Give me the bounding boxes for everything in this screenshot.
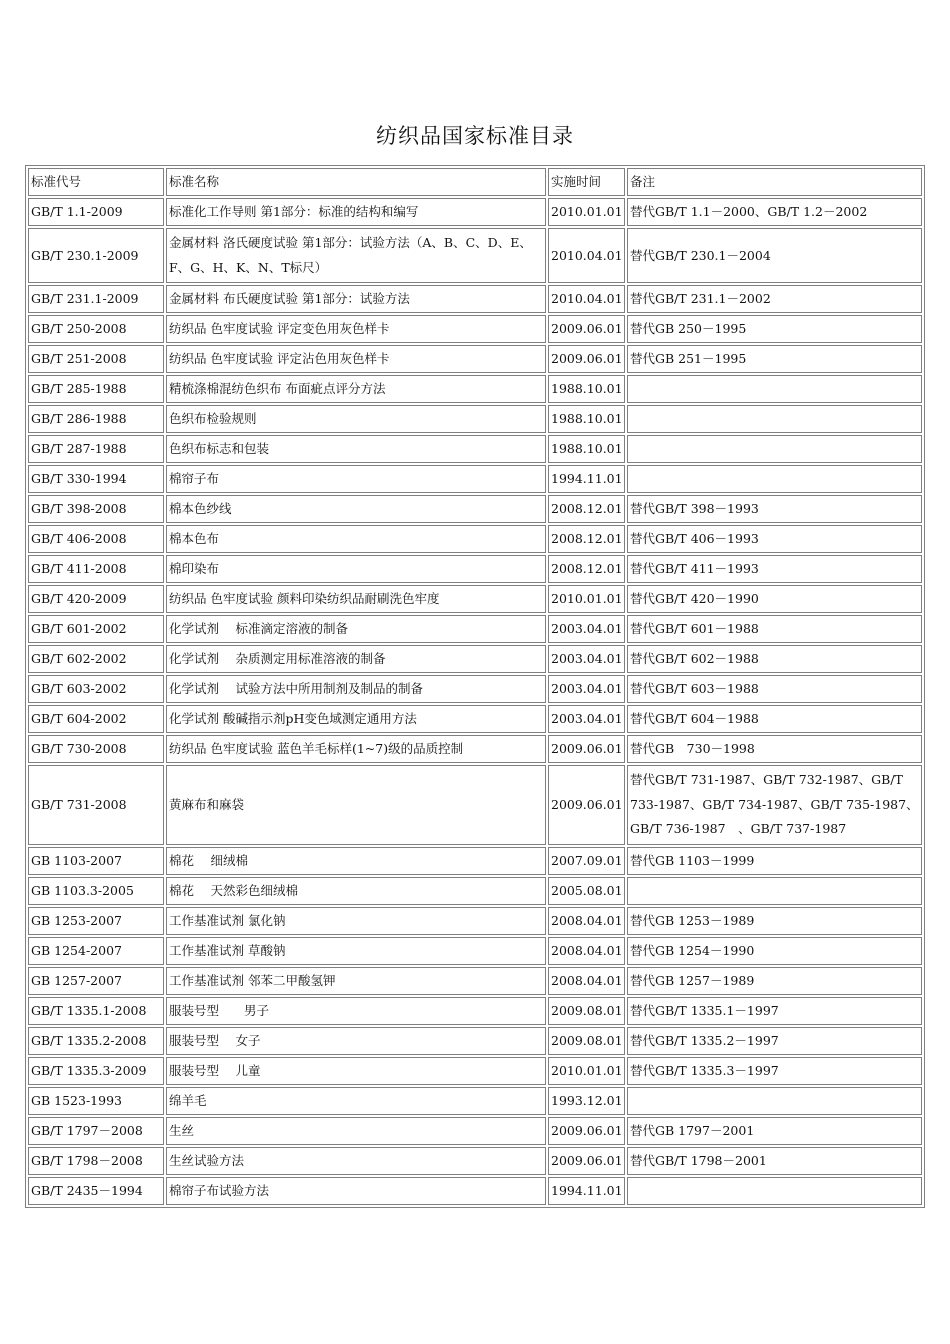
cell-code: GB 1103-2007 — [28, 847, 164, 875]
cell-name: 工作基准试剂 邻苯二甲酸氢钾 — [166, 967, 546, 995]
cell-note: 替代GB/T 604－1988 — [627, 705, 922, 733]
cell-date: 2008.04.01 — [548, 907, 625, 935]
cell-date: 2005.08.01 — [548, 877, 625, 905]
cell-code: GB/T 250-2008 — [28, 315, 164, 343]
cell-date: 2010.04.01 — [548, 285, 625, 313]
cell-code: GB/T 287-1988 — [28, 435, 164, 463]
table-row — [28, 937, 922, 965]
cell-note: 替代GB/T 398－1993 — [627, 495, 922, 523]
cell-note: 替代GB/T 1.1－2000、GB/T 1.2－2002 — [627, 198, 922, 226]
cell-name: 纺织品 色牢度试验 评定沾色用灰色样卡 — [166, 345, 546, 373]
table-row — [28, 735, 922, 763]
cell-code: GB 1253-2007 — [28, 907, 164, 935]
table-row — [28, 345, 922, 373]
cell-note: 替代GB 730－1998 — [627, 735, 922, 763]
cell-note: 替代GB/T 603－1988 — [627, 675, 922, 703]
cell-name: 棉本色布 — [166, 525, 546, 553]
cell-note: 替代GB 1103－1999 — [627, 847, 922, 875]
cell-note: 替代GB 250－1995 — [627, 315, 922, 343]
standards-table-body — [28, 168, 922, 1205]
cell-note: 替代GB/T 602－1988 — [627, 645, 922, 673]
header-note: 备注 — [627, 168, 922, 196]
cell-name: 工作基准试剂 氯化钠 — [166, 907, 546, 935]
cell-note: 替代GB/T 1335.3－1997 — [627, 1057, 922, 1085]
cell-code: GB/T 420-2009 — [28, 585, 164, 613]
table-row — [28, 375, 922, 403]
cell-date: 2009.06.01 — [548, 345, 625, 373]
cell-code: GB/T 1.1-2009 — [28, 198, 164, 226]
cell-code: GB/T 251-2008 — [28, 345, 164, 373]
table-row — [28, 705, 922, 733]
cell-name: 棉印染布 — [166, 555, 546, 583]
table-row — [28, 285, 922, 313]
cell-code: GB/T 1335.2-2008 — [28, 1027, 164, 1055]
cell-date: 2003.04.01 — [548, 615, 625, 643]
cell-code: GB/T 1798－2008 — [28, 1147, 164, 1175]
cell-date: 2008.12.01 — [548, 525, 625, 553]
cell-name: 纺织品 色牢度试验 颜料印染纺织品耐刷洗色牢度 — [166, 585, 546, 613]
cell-code: GB/T 230.1-2009 — [28, 228, 164, 283]
cell-date: 1988.10.01 — [548, 435, 625, 463]
cell-note — [627, 1087, 922, 1115]
cell-date: 2009.06.01 — [548, 315, 625, 343]
cell-date: 2009.08.01 — [548, 1027, 625, 1055]
table-row — [28, 615, 922, 643]
cell-code: GB 1103.3-2005 — [28, 877, 164, 905]
cell-name: 精梳涤棉混纺色织布 布面疵点评分方法 — [166, 375, 546, 403]
cell-name: 化学试剂 标准滴定溶液的制备 — [166, 615, 546, 643]
cell-name: 黄麻布和麻袋 — [166, 765, 546, 845]
cell-code: GB/T 231.1-2009 — [28, 285, 164, 313]
cell-date: 2009.06.01 — [548, 1147, 625, 1175]
cell-code: GB/T 330-1994 — [28, 465, 164, 493]
header-code: 标准代号 — [28, 168, 164, 196]
cell-date: 2010.01.01 — [548, 585, 625, 613]
cell-note — [627, 375, 922, 403]
cell-code: GB 1523-1993 — [28, 1087, 164, 1115]
cell-name: 色织布检验规则 — [166, 405, 546, 433]
cell-date: 2007.09.01 — [548, 847, 625, 875]
cell-code: GB/T 286-1988 — [28, 405, 164, 433]
cell-name: 生丝试验方法 — [166, 1147, 546, 1175]
cell-code: GB 1254-2007 — [28, 937, 164, 965]
cell-name: 化学试剂 杂质测定用标准溶液的制备 — [166, 645, 546, 673]
cell-note: 替代GB/T 420－1990 — [627, 585, 922, 613]
cell-name: 服装号型 女子 — [166, 1027, 546, 1055]
cell-name: 纺织品 色牢度试验 评定变色用灰色样卡 — [166, 315, 546, 343]
cell-note: 替代GB/T 230.1－2004 — [627, 228, 922, 283]
cell-date: 2009.06.01 — [548, 1117, 625, 1145]
cell-note: 替代GB 251－1995 — [627, 345, 922, 373]
cell-code: GB/T 602-2002 — [28, 645, 164, 673]
cell-note: 替代GB/T 411－1993 — [627, 555, 922, 583]
cell-code: GB/T 603-2002 — [28, 675, 164, 703]
cell-code: GB/T 285-1988 — [28, 375, 164, 403]
cell-date: 2010.01.01 — [548, 1057, 625, 1085]
cell-name: 服装号型 男子 — [166, 997, 546, 1025]
table-row — [28, 967, 922, 995]
table-row — [28, 198, 922, 226]
header-date: 实施时间 — [548, 168, 625, 196]
table-row — [28, 997, 922, 1025]
cell-name: 绵羊毛 — [166, 1087, 546, 1115]
cell-code: GB/T 1797－2008 — [28, 1117, 164, 1145]
cell-date: 1994.11.01 — [548, 465, 625, 493]
cell-name: 金属材料 洛氏硬度试验 第1部分：试验方法（A、B、C、D、E、F、G、H、K、N、T标尺） — [166, 228, 546, 283]
cell-code: GB/T 604-2002 — [28, 705, 164, 733]
cell-date: 2008.12.01 — [548, 555, 625, 583]
cell-date: 2008.12.01 — [548, 495, 625, 523]
table-row — [28, 435, 922, 463]
cell-name: 棉本色纱线 — [166, 495, 546, 523]
cell-name: 工作基准试剂 草酸钠 — [166, 937, 546, 965]
cell-name: 标准化工作导则 第1部分：标准的结构和编写 — [166, 198, 546, 226]
cell-name: 棉花 天然彩色细绒棉 — [166, 877, 546, 905]
cell-note — [627, 435, 922, 463]
cell-code: GB/T 601-2002 — [28, 615, 164, 643]
cell-name: 服装号型 儿童 — [166, 1057, 546, 1085]
cell-code: GB/T 398-2008 — [28, 495, 164, 523]
cell-name: 金属材料 布氏硬度试验 第1部分：试验方法 — [166, 285, 546, 313]
cell-code: GB/T 730-2008 — [28, 735, 164, 763]
cell-note — [627, 465, 922, 493]
table-row — [28, 907, 922, 935]
table-row — [28, 1177, 922, 1205]
cell-date: 2009.06.01 — [548, 735, 625, 763]
cell-code: GB/T 731-2008 — [28, 765, 164, 845]
cell-note: 替代GB/T 731-1987、GB/T 732-1987、GB/T 733-1987、GB/T 734-1987、GB/T 735-1987、GB/T 736-1987 、GB/T 737-1987 — [627, 765, 922, 845]
table-row — [28, 877, 922, 905]
cell-note: 替代GB/T 1335.1－1997 — [627, 997, 922, 1025]
table-row — [28, 585, 922, 613]
cell-date: 2008.04.01 — [548, 967, 625, 995]
cell-code: GB/T 411-2008 — [28, 555, 164, 583]
cell-note — [627, 1177, 922, 1205]
table-row — [28, 1057, 922, 1085]
cell-date: 1988.10.01 — [548, 375, 625, 403]
table-row — [28, 555, 922, 583]
cell-name: 生丝 — [166, 1117, 546, 1145]
cell-name: 棉花 细绒棉 — [166, 847, 546, 875]
table-row — [28, 405, 922, 433]
cell-note — [627, 405, 922, 433]
cell-note: 替代GB/T 231.1－2002 — [627, 285, 922, 313]
cell-date: 2008.04.01 — [548, 937, 625, 965]
cell-date: 1994.11.01 — [548, 1177, 625, 1205]
header-name: 标准名称 — [166, 168, 546, 196]
cell-name: 棉帘子布试验方法 — [166, 1177, 546, 1205]
cell-date: 2010.01.01 — [548, 198, 625, 226]
cell-name: 化学试剂 酸碱指示剂pH变色域测定通用方法 — [166, 705, 546, 733]
table-row — [28, 847, 922, 875]
table-row — [28, 1027, 922, 1055]
cell-code: GB/T 1335.1-2008 — [28, 997, 164, 1025]
table-row — [28, 1087, 922, 1115]
table-row — [28, 1117, 922, 1145]
table-row — [28, 1147, 922, 1175]
cell-date: 1993.12.01 — [548, 1087, 625, 1115]
cell-note: 替代GB/T 406－1993 — [627, 525, 922, 553]
cell-date: 2009.06.01 — [548, 765, 625, 845]
cell-note: 替代GB/T 1335.2－1997 — [627, 1027, 922, 1055]
cell-note — [627, 877, 922, 905]
document-title: 纺织品国家标准目录 — [376, 124, 574, 148]
cell-note: 替代GB/T 601－1988 — [627, 615, 922, 643]
table-row — [28, 645, 922, 673]
cell-note: 替代GB 1253－1989 — [627, 907, 922, 935]
cell-date: 2003.04.01 — [548, 705, 625, 733]
cell-name: 棉帘子布 — [166, 465, 546, 493]
cell-date: 1988.10.01 — [548, 405, 625, 433]
cell-note: 替代GB 1797－2001 — [627, 1117, 922, 1145]
table-row — [28, 525, 922, 553]
table-row — [28, 495, 922, 523]
cell-code: GB/T 2435－1994 — [28, 1177, 164, 1205]
table-header-row — [28, 168, 922, 196]
cell-code: GB 1257-2007 — [28, 967, 164, 995]
cell-code: GB/T 406-2008 — [28, 525, 164, 553]
cell-note: 替代GB 1257－1989 — [627, 967, 922, 995]
cell-date: 2003.04.01 — [548, 645, 625, 673]
cell-name: 化学试剂 试验方法中所用制剂及制品的制备 — [166, 675, 546, 703]
table-row — [28, 315, 922, 343]
cell-note: 替代GB 1254－1990 — [627, 937, 922, 965]
cell-note: 替代GB/T 1798－2001 — [627, 1147, 922, 1175]
cell-code: GB/T 1335.3-2009 — [28, 1057, 164, 1085]
table-row — [28, 765, 922, 845]
cell-name: 色织布标志和包装 — [166, 435, 546, 463]
table-row — [28, 465, 922, 493]
cell-date: 2010.04.01 — [548, 228, 625, 283]
table-row — [28, 228, 922, 283]
cell-date: 2003.04.01 — [548, 675, 625, 703]
table-row — [28, 675, 922, 703]
cell-date: 2009.08.01 — [548, 997, 625, 1025]
standards-table — [25, 165, 925, 1208]
cell-name: 纺织品 色牢度试验 蓝色羊毛标样(1~7)级的品质控制 — [166, 735, 546, 763]
